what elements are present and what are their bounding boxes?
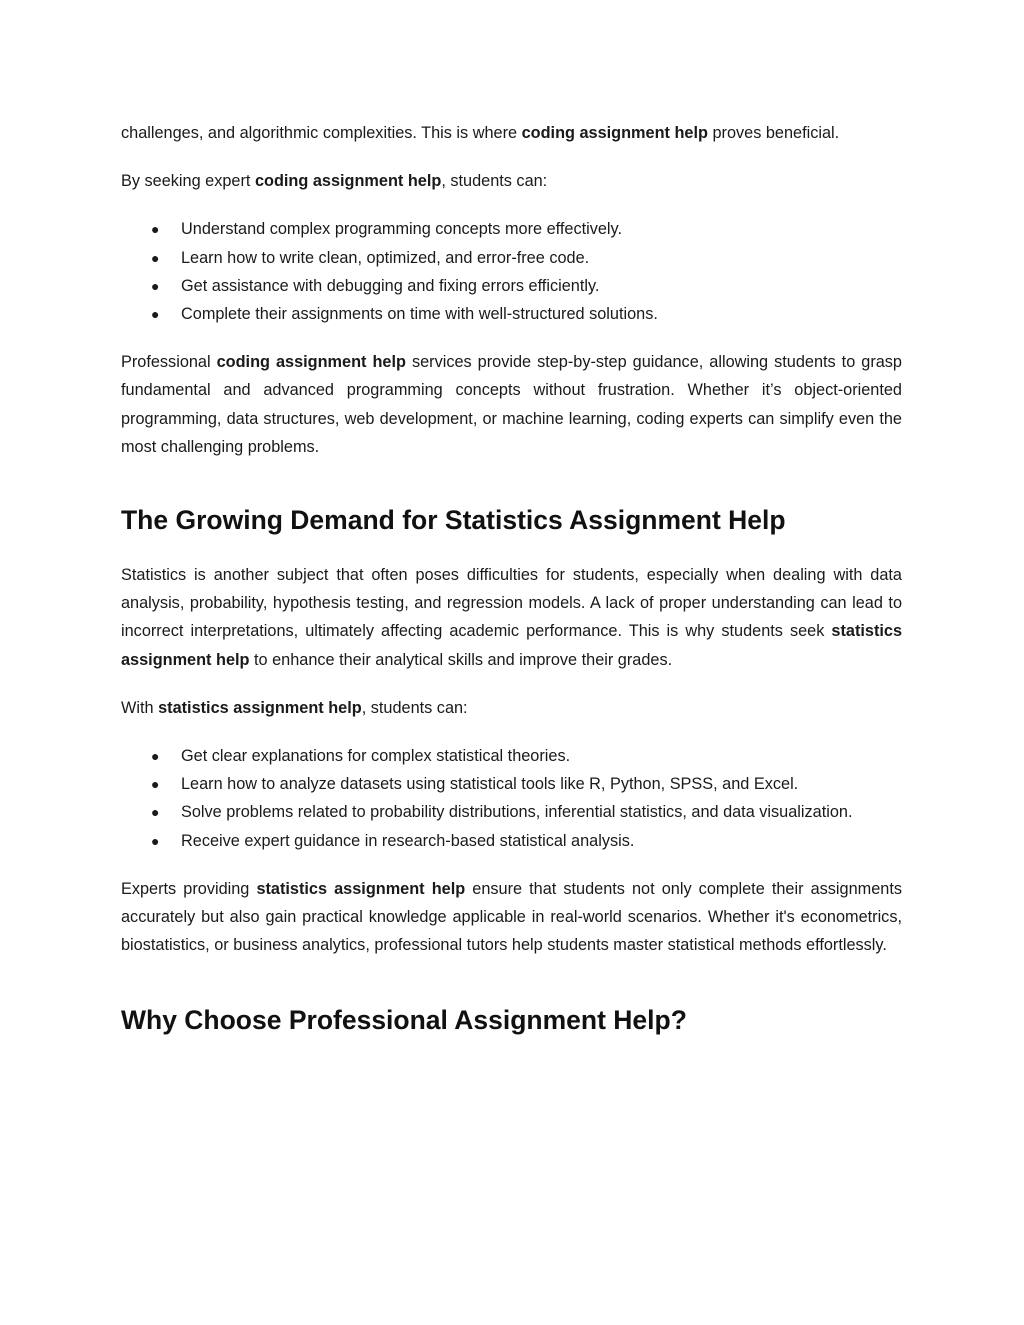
coding-lead-paragraph: By seeking expert coding assignment help, students can:	[121, 172, 548, 191]
heading-statistics-demand: The Growing Demand for Statistics Assignment Help	[121, 505, 786, 536]
list-item: ● Learn how to write clean, optimized, and error-free code.	[121, 244, 902, 272]
list-item: ● Learn how to analyze datasets using statistical tools like R, Python, SPSS, and Excel.	[121, 770, 902, 798]
bullet-icon: ●	[151, 804, 160, 821]
bullet-icon: ●	[151, 832, 160, 849]
bullet-icon: ●	[151, 748, 160, 765]
coding-services-paragraph: Professional coding assignment help services provide step-by-step guidance, allowing students to grasp fundamental and advanced programming concepts without frustration. Whether it’s object-oriented programming, data structures, web development, or machine learning, coding experts can simplify even the most challenging problems.	[121, 353, 902, 456]
heading-why-choose: Why Choose Professional Assignment Help?	[121, 1005, 687, 1036]
list-item: ● Solve problems related to probability distributions, inferential statistics, and data visualization.	[121, 798, 902, 826]
list-item: ● Get assistance with debugging and fixing errors efficiently.	[121, 272, 902, 300]
statistics-lead-paragraph: With statistics assignment help, students can:	[121, 698, 468, 717]
coding-benefits-list	[121, 215, 902, 328]
document-page	[121, 119, 902, 1037]
keyword-coding-help: coding assignment help	[254, 172, 442, 191]
bullet-icon: ●	[151, 221, 160, 238]
list-item: ● Complete their assignments on time with well-structured solutions.	[121, 300, 902, 328]
bullet-icon: ●	[151, 306, 160, 323]
keyword-statistics-help: statistics assignment help	[158, 698, 362, 717]
bullet-icon: ●	[151, 249, 160, 266]
intro-paragraph: challenges, and algorithmic complexities. This is where coding assignment help proves beneficial.	[121, 124, 840, 142]
list-item: ● Get clear explanations for complex statistical theories.	[121, 742, 902, 770]
keyword-coding-help: coding assignment help	[216, 353, 406, 372]
bullet-icon: ●	[151, 776, 160, 793]
statistics-benefits-list	[121, 742, 902, 855]
keyword-statistics-help: statistics assignment help	[256, 879, 466, 898]
statistics-experts-paragraph: Experts providing statistics assignment help ensure that students not only complete their assignments accurately but also gain practical knowledge applicable in real-world scenarios. Whether it's econometrics, biostatistics, or business analytics, professional tutors help students master statistical methods effortlessly.	[121, 879, 902, 955]
keyword-coding-help: coding assignment help	[521, 124, 708, 142]
statistics-intro-paragraph: Statistics is another subject that often poses difficulties for students, especially when dealing with data analysis, probability, hypothesis testing, and regression models. A lack of proper understanding can lead to incorrect interpretations, ultimately affecting academic performance. This is why students seek statistics assignment help to enhance their analytical skills and improve their grades.	[121, 566, 902, 669]
list-item: ● Understand complex programming concepts more effectively.	[121, 215, 902, 243]
keyword-statistics-help: statistics assignment help	[121, 622, 902, 669]
list-item: ● Receive expert guidance in research-based statistical analysis.	[121, 827, 902, 855]
bullet-icon: ●	[151, 277, 160, 294]
